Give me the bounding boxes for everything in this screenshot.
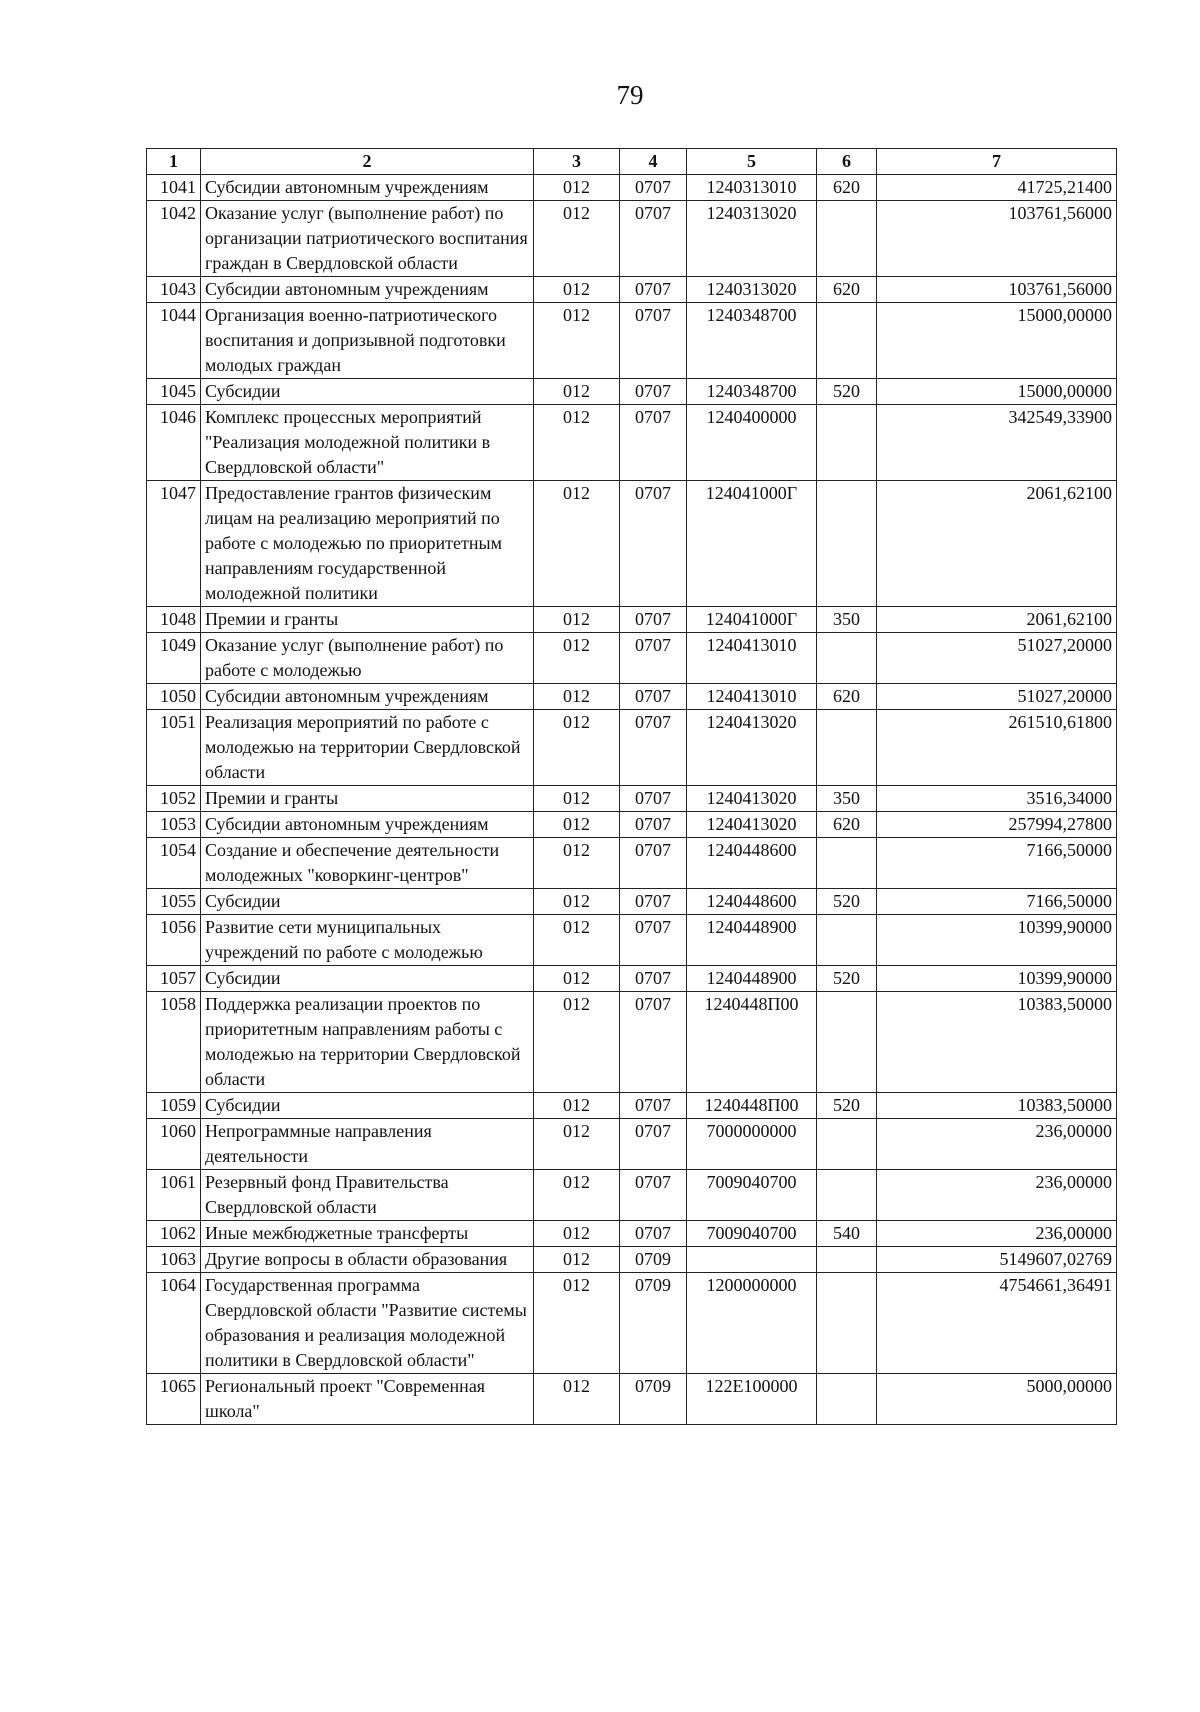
cell-target-article-code: 1240413020 [687,710,817,786]
cell-section-code: 0707 [620,1119,687,1170]
cell-ministry-code: 012 [534,889,620,915]
cell-section-code: 0707 [620,992,687,1093]
cell-row-number: 1062 [147,1221,201,1247]
cell-expense-type-code: 520 [817,889,877,915]
header-col-2: 2 [201,149,534,175]
cell-expense-type-code [817,1247,877,1273]
cell-row-name: Оказание услуг (выполнение работ) по организации патриотического воспитания граждан в Свердловской области [201,201,534,277]
cell-expense-type-code: 350 [817,607,877,633]
cell-row-name: Комплекс процессных мероприятий "Реализация молодежной политики в Свердловской области" [201,405,534,481]
table-row [147,1273,1117,1374]
cell-ministry-code: 012 [534,303,620,379]
cell-row-name: Предоставление грантов физическим лицам на реализацию мероприятий по работе с молодежью по приоритетным направлениям государственной молодежной политики [201,481,534,607]
cell-row-number: 1053 [147,812,201,838]
cell-row-name: Субсидии автономным учреждениям [201,684,534,710]
cell-amount: 257994,27800 [877,812,1117,838]
cell-section-code: 0707 [620,966,687,992]
cell-section-code: 0707 [620,786,687,812]
cell-ministry-code: 012 [534,1093,620,1119]
table-row [147,481,1117,607]
cell-target-article-code: 1240448П00 [687,1093,817,1119]
cell-expense-type-code [817,633,877,684]
cell-row-number: 1065 [147,1374,201,1425]
cell-row-name: Субсидии автономным учреждениям [201,175,534,201]
table-row [147,277,1117,303]
cell-section-code: 0707 [620,812,687,838]
cell-row-number: 1059 [147,1093,201,1119]
table-row [147,1170,1117,1221]
header-col-3: 3 [534,149,620,175]
cell-row-name: Другие вопросы в области образования [201,1247,534,1273]
cell-target-article-code: 1240413020 [687,786,817,812]
cell-ministry-code: 012 [534,201,620,277]
cell-expense-type-code: 350 [817,786,877,812]
cell-row-name: Премии и гранты [201,607,534,633]
header-row [147,149,1117,175]
cell-ministry-code: 012 [534,379,620,405]
cell-section-code: 0707 [620,838,687,889]
cell-ministry-code: 012 [534,633,620,684]
table-row [147,838,1117,889]
cell-section-code: 0707 [620,1093,687,1119]
table-row [147,684,1117,710]
cell-row-name: Реализация мероприятий по работе с молодежью на территории Свердловской области [201,710,534,786]
cell-amount: 7166,50000 [877,838,1117,889]
cell-row-number: 1055 [147,889,201,915]
cell-row-number: 1042 [147,201,201,277]
cell-expense-type-code: 620 [817,175,877,201]
table-header [147,149,1117,175]
cell-row-number: 1056 [147,915,201,966]
cell-row-number: 1044 [147,303,201,379]
cell-target-article-code: 124041000Г [687,607,817,633]
cell-target-article-code: 1240413010 [687,684,817,710]
cell-row-number: 1061 [147,1170,201,1221]
cell-row-name: Субсидии [201,1093,534,1119]
cell-expense-type-code [817,1170,877,1221]
cell-expense-type-code [817,710,877,786]
cell-row-number: 1045 [147,379,201,405]
cell-expense-type-code [817,1374,877,1425]
cell-amount: 15000,00000 [877,379,1117,405]
cell-row-number: 1043 [147,277,201,303]
cell-ministry-code: 012 [534,1374,620,1425]
cell-target-article-code: 122Е100000 [687,1374,817,1425]
cell-row-name: Субсидии автономным учреждениям [201,812,534,838]
cell-amount: 10383,50000 [877,1093,1117,1119]
table-row [147,607,1117,633]
cell-amount: 2061,62100 [877,607,1117,633]
cell-row-name: Поддержка реализации проектов по приоритетным направлениям работы с молодежью на территории Свердловской области [201,992,534,1093]
cell-target-article-code: 1240313020 [687,277,817,303]
cell-target-article-code: 1240400000 [687,405,817,481]
cell-row-number: 1052 [147,786,201,812]
cell-section-code: 0707 [620,405,687,481]
cell-ministry-code: 012 [534,277,620,303]
cell-target-article-code: 7009040700 [687,1221,817,1247]
table-row [147,1221,1117,1247]
cell-ministry-code: 012 [534,992,620,1093]
cell-row-number: 1047 [147,481,201,607]
budget-table [146,148,1117,1425]
cell-amount: 51027,20000 [877,684,1117,710]
cell-row-number: 1049 [147,633,201,684]
cell-section-code: 0709 [620,1374,687,1425]
cell-amount: 10399,90000 [877,915,1117,966]
cell-row-number: 1050 [147,684,201,710]
cell-ministry-code: 012 [534,607,620,633]
cell-row-number: 1058 [147,992,201,1093]
cell-target-article-code: 1240348700 [687,303,817,379]
cell-section-code: 0709 [620,1273,687,1374]
cell-section-code: 0707 [620,889,687,915]
table-row [147,889,1117,915]
cell-ministry-code: 012 [534,175,620,201]
cell-amount: 7166,50000 [877,889,1117,915]
cell-ministry-code: 012 [534,838,620,889]
cell-section-code: 0707 [620,915,687,966]
cell-section-code: 0707 [620,175,687,201]
cell-row-name: Создание и обеспечение деятельности молодежных "коворкинг-центров" [201,838,534,889]
cell-section-code: 0707 [620,277,687,303]
cell-expense-type-code [817,481,877,607]
cell-row-number: 1060 [147,1119,201,1170]
cell-ministry-code: 012 [534,1273,620,1374]
cell-expense-type-code [817,915,877,966]
cell-section-code: 0707 [620,1221,687,1247]
cell-expense-type-code [817,405,877,481]
table-row [147,786,1117,812]
cell-ministry-code: 012 [534,966,620,992]
header-col-4: 4 [620,149,687,175]
table-row [147,405,1117,481]
cell-expense-type-code: 620 [817,812,877,838]
cell-target-article-code [687,1247,817,1273]
cell-amount: 41725,21400 [877,175,1117,201]
cell-row-name: Субсидии [201,966,534,992]
cell-row-name: Непрограммные направления деятельности [201,1119,534,1170]
cell-expense-type-code [817,1119,877,1170]
cell-amount: 236,00000 [877,1221,1117,1247]
cell-target-article-code: 1240448900 [687,915,817,966]
cell-row-name: Организация военно-патриотического воспитания и допризывной подготовки молодых граждан [201,303,534,379]
cell-target-article-code: 7000000000 [687,1119,817,1170]
table-row [147,992,1117,1093]
cell-target-article-code: 1240313010 [687,175,817,201]
cell-amount: 103761,56000 [877,277,1117,303]
cell-target-article-code: 1240448600 [687,838,817,889]
cell-target-article-code: 1240413010 [687,633,817,684]
cell-row-name: Оказание услуг (выполнение работ) по работе с молодежью [201,633,534,684]
cell-ministry-code: 012 [534,710,620,786]
cell-row-number: 1057 [147,966,201,992]
cell-amount: 236,00000 [877,1119,1117,1170]
cell-row-name: Субсидии [201,379,534,405]
table-row [147,1247,1117,1273]
table-row [147,966,1117,992]
cell-row-number: 1063 [147,1247,201,1273]
page-number: 79 [616,80,644,110]
cell-target-article-code: 7009040700 [687,1170,817,1221]
table-body [147,175,1117,1425]
cell-row-number: 1041 [147,175,201,201]
cell-amount: 51027,20000 [877,633,1117,684]
cell-expense-type-code [817,1273,877,1374]
cell-section-code: 0709 [620,1247,687,1273]
cell-row-name: Государственная программа Свердловской области "Развитие системы образования и реализация молодежной политики в Свердловской области" [201,1273,534,1374]
cell-target-article-code: 124041000Г [687,481,817,607]
cell-section-code: 0707 [620,684,687,710]
cell-amount: 236,00000 [877,1170,1117,1221]
cell-row-name: Резервный фонд Правительства Свердловской области [201,1170,534,1221]
cell-expense-type-code: 520 [817,1093,877,1119]
table-row [147,633,1117,684]
cell-ministry-code: 012 [534,405,620,481]
cell-ministry-code: 012 [534,1247,620,1273]
cell-amount: 261510,61800 [877,710,1117,786]
cell-row-name: Субсидии [201,889,534,915]
cell-row-name: Региональный проект "Современная школа" [201,1374,534,1425]
cell-row-name: Иные межбюджетные трансферты [201,1221,534,1247]
cell-expense-type-code: 520 [817,966,877,992]
header-col-6: 6 [817,149,877,175]
header-col-5: 5 [687,149,817,175]
cell-row-name: Субсидии автономным учреждениям [201,277,534,303]
cell-amount: 2061,62100 [877,481,1117,607]
cell-expense-type-code [817,303,877,379]
cell-row-name: Развитие сети муниципальных учреждений по работе с молодежью [201,915,534,966]
table-row [147,201,1117,277]
table-row [147,1374,1117,1425]
cell-amount: 3516,34000 [877,786,1117,812]
cell-amount: 5000,00000 [877,1374,1117,1425]
cell-expense-type-code [817,838,877,889]
cell-expense-type-code: 620 [817,684,877,710]
cell-target-article-code: 1200000000 [687,1273,817,1374]
table-row [147,379,1117,405]
cell-ministry-code: 012 [534,1170,620,1221]
cell-expense-type-code [817,992,877,1093]
table-row [147,1093,1117,1119]
cell-ministry-code: 012 [534,1119,620,1170]
cell-section-code: 0707 [620,633,687,684]
cell-target-article-code: 1240313020 [687,201,817,277]
cell-ministry-code: 012 [534,915,620,966]
cell-target-article-code: 1240448900 [687,966,817,992]
table-row [147,303,1117,379]
cell-ministry-code: 012 [534,812,620,838]
cell-amount: 15000,00000 [877,303,1117,379]
cell-ministry-code: 012 [534,786,620,812]
table-row [147,175,1117,201]
cell-section-code: 0707 [620,1170,687,1221]
cell-amount: 342549,33900 [877,405,1117,481]
cell-ministry-code: 012 [534,684,620,710]
cell-section-code: 0707 [620,607,687,633]
cell-expense-type-code: 520 [817,379,877,405]
table-row [147,710,1117,786]
header-col-1: 1 [147,149,201,175]
cell-expense-type-code: 540 [817,1221,877,1247]
cell-row-number: 1064 [147,1273,201,1374]
table-row [147,1119,1117,1170]
cell-row-number: 1048 [147,607,201,633]
cell-target-article-code: 1240413020 [687,812,817,838]
table-row [147,915,1117,966]
header-col-7: 7 [877,149,1117,175]
cell-ministry-code: 012 [534,481,620,607]
cell-ministry-code: 012 [534,1221,620,1247]
cell-amount: 5149607,02769 [877,1247,1117,1273]
cell-amount: 10383,50000 [877,992,1117,1093]
cell-amount: 103761,56000 [877,201,1117,277]
cell-row-number: 1054 [147,838,201,889]
cell-target-article-code: 1240448П00 [687,992,817,1093]
cell-section-code: 0707 [620,201,687,277]
cell-target-article-code: 1240348700 [687,379,817,405]
cell-row-number: 1046 [147,405,201,481]
cell-row-number: 1051 [147,710,201,786]
cell-amount: 4754661,36491 [877,1273,1117,1374]
cell-row-name: Премии и гранты [201,786,534,812]
table-row [147,812,1117,838]
cell-section-code: 0707 [620,710,687,786]
cell-amount: 10399,90000 [877,966,1117,992]
cell-expense-type-code: 620 [817,277,877,303]
cell-section-code: 0707 [620,481,687,607]
cell-section-code: 0707 [620,379,687,405]
cell-target-article-code: 1240448600 [687,889,817,915]
cell-section-code: 0707 [620,303,687,379]
cell-expense-type-code [817,201,877,277]
